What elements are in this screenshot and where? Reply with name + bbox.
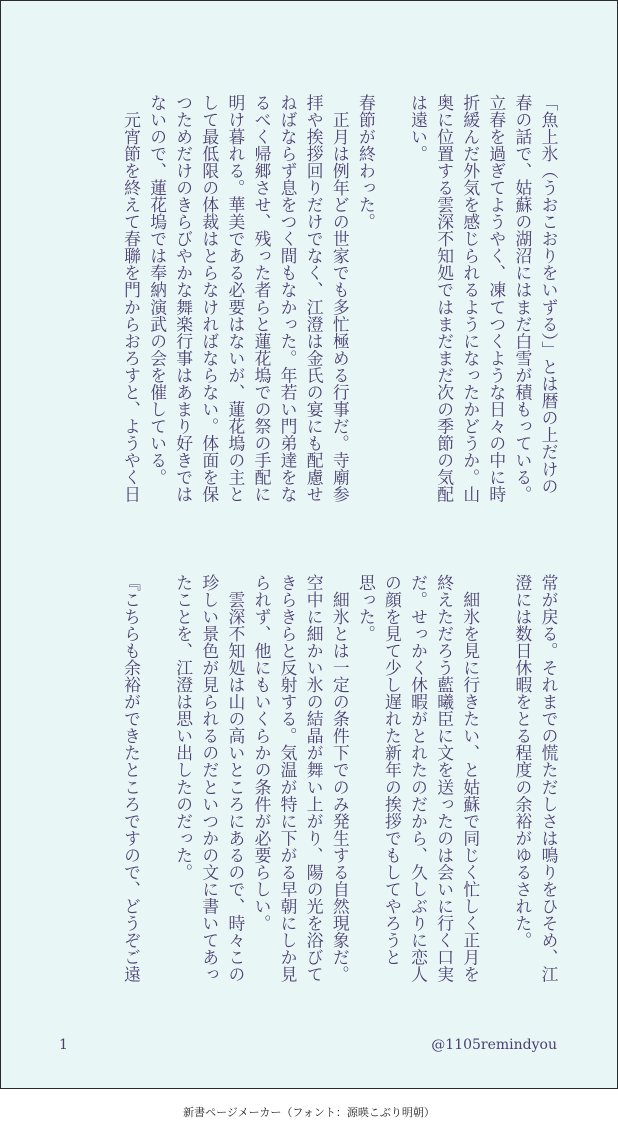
page-number: 1 xyxy=(59,1037,68,1053)
vertical-text-block-top: 「魚上氷（うおこおりをいずる）」とは暦の上だけの 春の話で、姑蘇の湖沼にはまだ白雪が積もっている。 立春を過ぎてようやく、凍てつくような日々の中に時 折緩んだ外気を感じられるようになったかどうか。山 奥に位置する雲深不知処ではまだまだ次の季節の気配 は遠い。 春節が終わった。 正月は例年どの世家でも多忙極める行事だ。寺廟参 拝や挨拶回りだけでなく、江澄は金氏の宴にも配慮せ ねばならず息をつく間もなかった。年若い門弟達をな るべく帰郷させ、残った者らと蓮花塢での祭の手配に 明け暮れる。華美である必要はないが、蓮花塢の主と して最低限の体裁はとらなければならない。体面を保 つためだけのきらびやかな舞楽行事はあまり好きでは ないので、蓮花塢では奉納演武の会を催している。 元宵節を終えて春聯を門からおろすと、ようやく日 xyxy=(121,94,559,503)
vertical-text-block-bottom: 常が戻る。それまでの慌ただしさは鳴りをひそめ、江 澄には数日休暇をとる程度の余裕がゆるされた。 細氷を見に行きたい、と姑蘇で同じく忙しく正月を 終えただろう藍曦臣に文を送ったのは会いに行く口実 だ。せっかく休暇がとれたのだから、久しぶりに恋人 の顔を見て少し遅れた新年の挨拶でもしてやろうと 思った。 細氷とは一定の条件下でのみ発生する自然現象だ。 空中に細かい氷の結晶が舞い上がり、陽の光を浴びて きらきらと反射する。気温が特に下がる早朝にしか見 られず、他にもいくらかの条件が必要らしい。 雲深不知処は山の高いところにあるので、時々この 珍しい景色が見られるのだといつかの文に書いてあっ たことを、江澄は思い出したのだった。 『こちらも余裕ができたところですので、どうぞご遠 xyxy=(121,574,559,983)
generator-caption: 新書ページメーカー（フォント：源暎こぶり明朝） xyxy=(183,1106,435,1119)
author-handle: @1105remindyou xyxy=(431,1037,557,1053)
